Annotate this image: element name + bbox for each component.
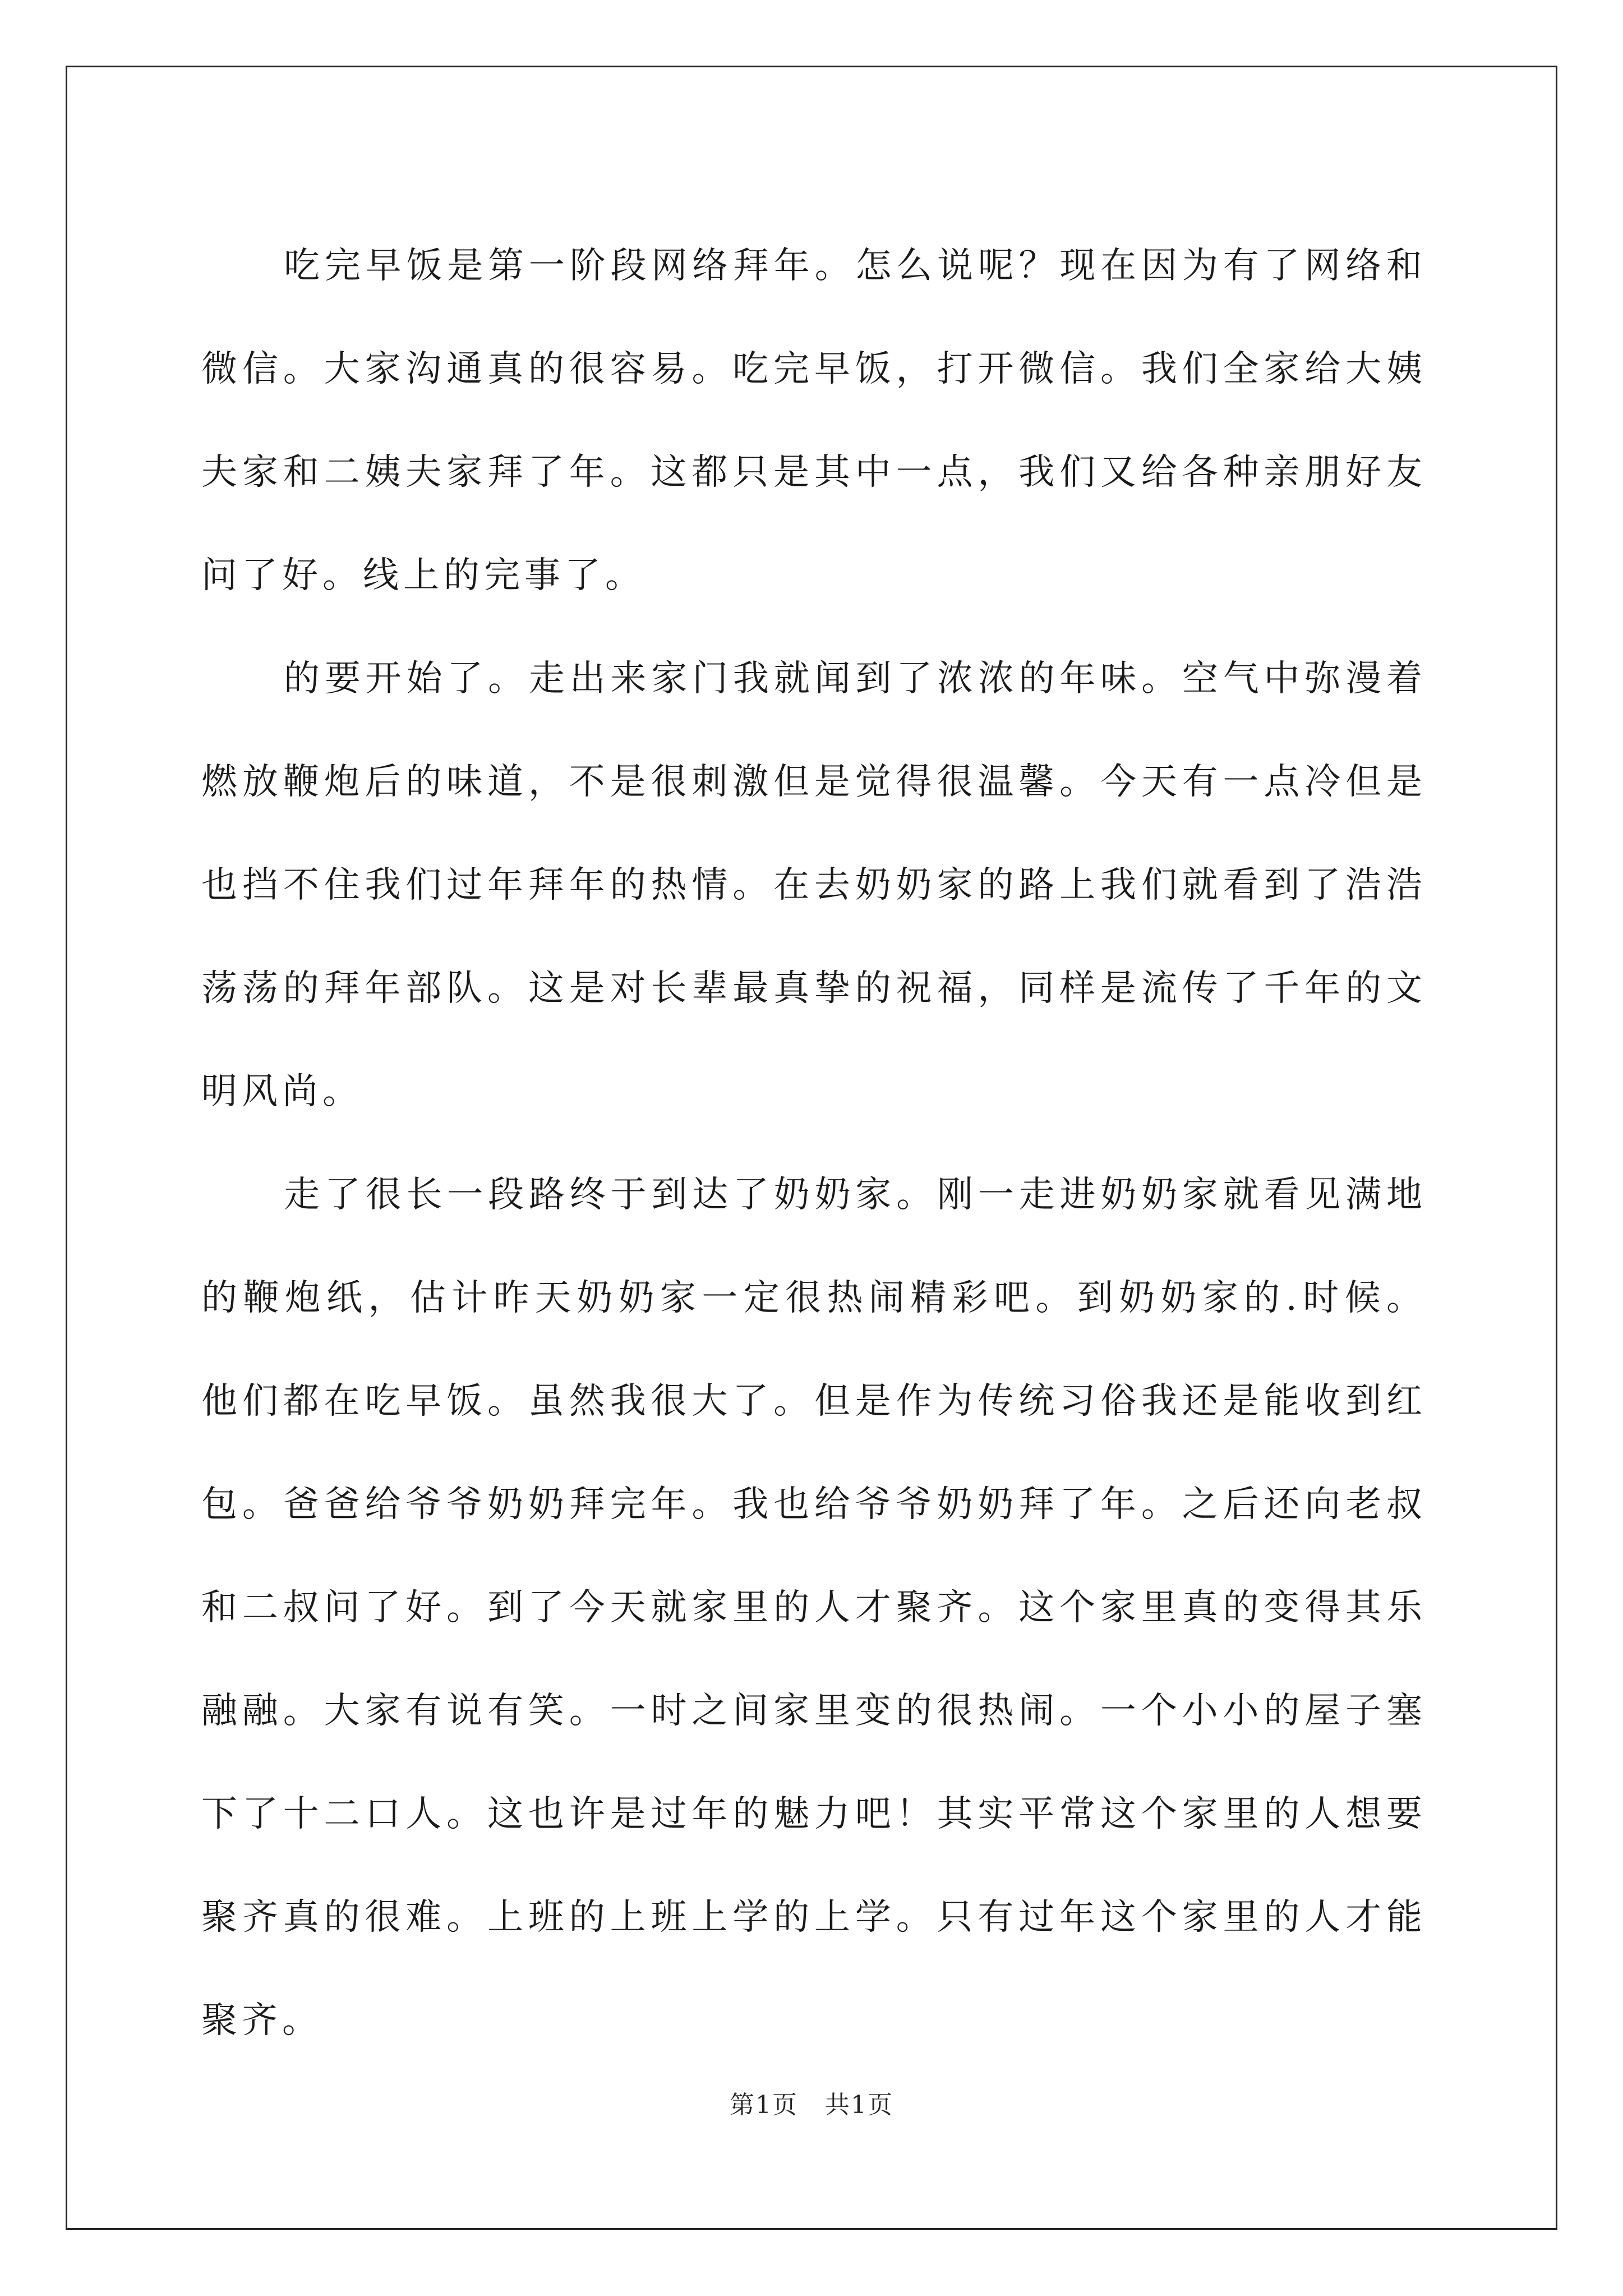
page-number-current: 第1页 bbox=[730, 2091, 798, 2119]
page-number-total: 共1页 bbox=[825, 2091, 893, 2119]
paragraph-2: 的要开始了。走出来家门我就闻到了浓浓的年味。空气中弥漫着燃放鞭炮后的味道，不是很刺激但是觉得很温馨。今天有一点冷但是也挡不住我们过年拜年的热情。在去奶奶家的路上我们就看到了浩浩荡荡的拜年部队。这是对长辈最真挚的祝福，同样是流传了千年的文明风尚。 bbox=[201, 658, 1427, 1112]
paragraph-3: 走了很长一段路终于到达了奶奶家。刚一走进奶奶家就看见满地的鞭炮纸，估计昨天奶奶家一定很热闹精彩吧。到奶奶家的.时候。他们都在吃早饭。虽然我很大了。但是作为传统习俗我还是能收到红包。爸爸给爷爷奶奶拜完年。我也给爷爷奶奶拜了年。之后还向老叔和二叔问了好。到了今天就家里的人才聚齐。这个家里真的变得其乐融融。大家有说有笑。一时之间家里变的很热闹。一个小小的屋子塞下了十二口人。这也许是过年的魅力吧！其实平常这个家里的人想要聚齐真的很难。上班的上班上学的上学。只有过年这个家里的人才能聚齐。 bbox=[201, 1174, 1427, 2041]
paragraph-1: 吃完早饭是第一阶段网络拜年。怎么说呢？现在因为有了网络和微信。大家沟通真的很容易。吃完早饭，打开微信。我们全家给大姨夫家和二姨夫家拜了年。这都只是其中一点，我们又给各种亲朋好友问了好。线上的完事了。 bbox=[201, 245, 1427, 596]
page-footer bbox=[0, 2085, 1623, 2120]
document-body bbox=[201, 214, 1427, 2072]
